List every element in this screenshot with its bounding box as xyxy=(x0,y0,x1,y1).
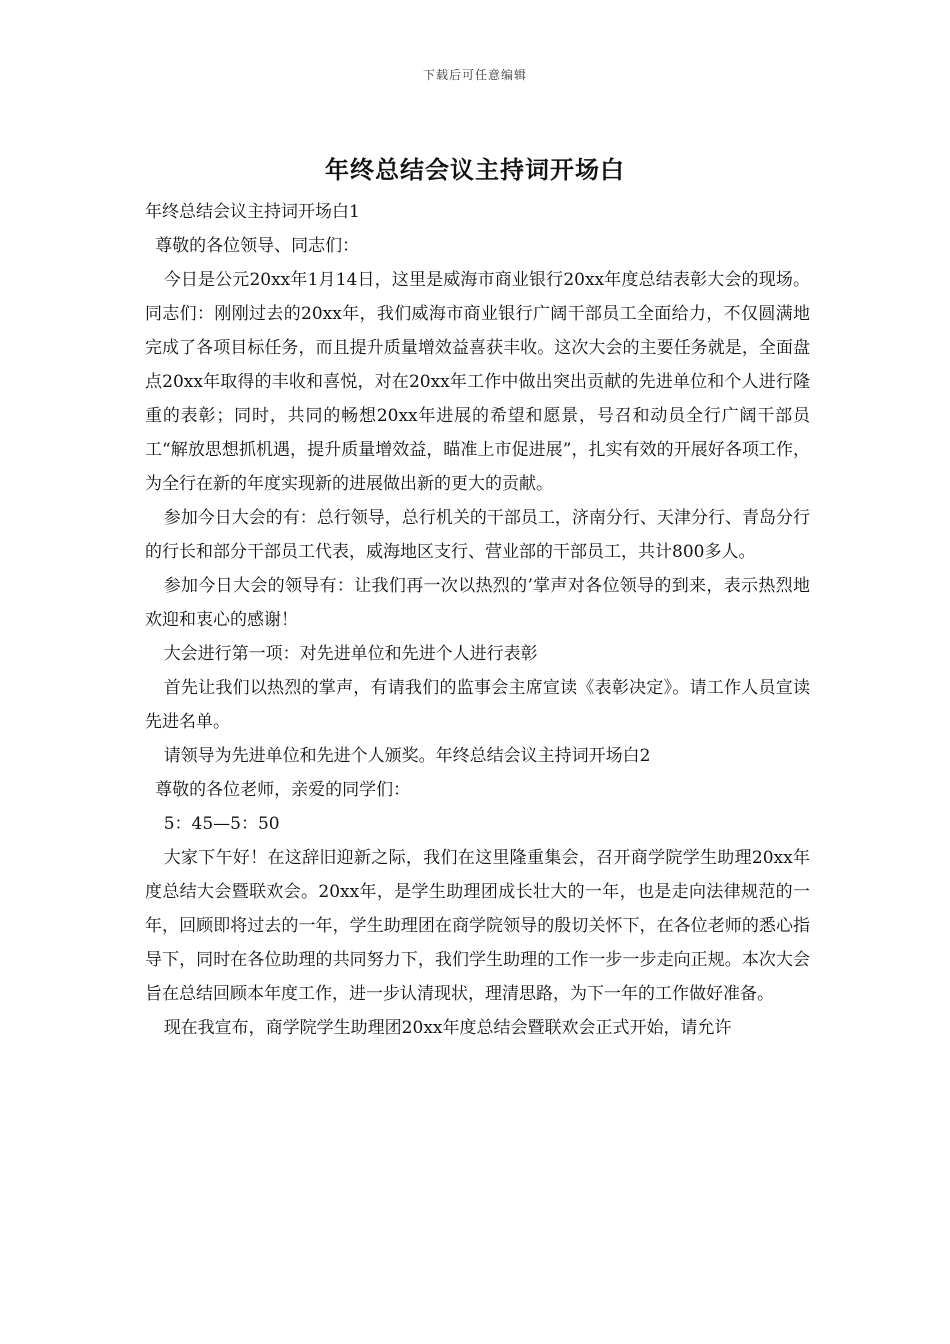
paragraph-4: 参加今日大会的有：总行领导，总行机关的干部员工，济南分行、天津分行、青岛分行的行长和部分干部员工代表，威海地区支行、营业部的干部员工，共计800多人。 xyxy=(145,508,810,562)
paragraph-11: 大家下午好！在这辞旧迎新之际，我们在这里隆重集会，召开商学院学生助理20xx年度总结大会暨联欢会。20xx年，是学生助理团成长壮大的一年，也是走向法律规范的一年，回顾即将过去的一年，学生助理团在商学院领导的殷切关怀下，在各位老师的悉心指导下，同时在各位助理的共同努力下，我们学生助理的工作一步一步走向正规。本次大会旨在总结回顾本年度工作，进一步认清现状，理清思路，为下一年的工作做好准备。 xyxy=(145,848,810,1004)
paragraph-5: 参加今日大会的领导有：让我们再一次以热烈的’掌声对各位领导的到来，表示热烈地欢迎和衷心的感谢！ xyxy=(145,576,810,630)
header-note: 下载后可任意编辑 xyxy=(422,68,527,82)
paragraph-12: 现在我宣布，商学院学生助理团20xx年度总结会暨联欢会正式开始，请允许 xyxy=(163,1018,732,1038)
paragraph-2: 尊敬的各位领导、同志们： xyxy=(155,236,360,256)
paragraph-8: 请领导为先进单位和先进个人颁奖。年终总结会议主持词开场白2 xyxy=(163,746,651,766)
paragraph-3: 今日是公元20xx年1月14日，这里是威海市商业银行20xx年度总结表彰大会的现场。同志们：刚刚过去的20xx年，我们威海市商业银行广阔干部员工全面给力，不仅圆满地完成了各项目标任务，而且提升质量增效益喜获丰收。这次大会的主要任务就是，全面盘点20xx年取得的丰收和喜悦，对在20xx年工作中做出突出贡献的先进单位和个人进行隆重的表彰；同时，共同的畅想20xx年进展的希望和愿景，号召和动员全行广阔干部员工“解放思想抓机遇，提升质量增效益，瞄准上市促进展”，扎实有效的开展好各项工作，为全行在新的年度实现新的进展做出新的更大的贡献。 xyxy=(145,270,810,494)
paragraph-10: 5：45—5：50 xyxy=(163,814,280,834)
paragraph-9: 尊敬的各位老师，亲爱的同学们： xyxy=(155,780,411,800)
document-body xyxy=(145,195,810,1045)
paragraph-7: 首先让我们以热烈的掌声，有请我们的监事会主席宣读《表彰决定》。请工作人员宣读先进名单。 xyxy=(145,678,810,732)
paragraph-1: 年终总结会议主持词开场白1 xyxy=(145,202,360,222)
paragraph-6: 大会进行第一项：对先进单位和先进个人进行表彰 xyxy=(163,644,538,664)
document-title: 年终总结会议主持词开场白 xyxy=(325,155,625,184)
